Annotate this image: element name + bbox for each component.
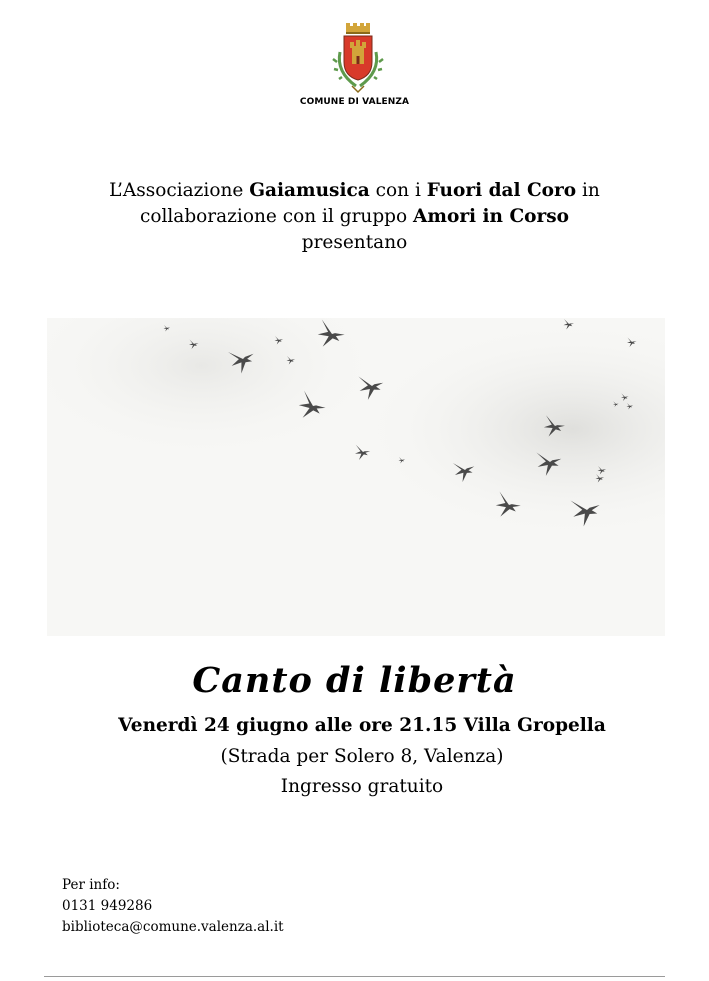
group-name: Amori in Corso — [413, 206, 570, 227]
association-name: Gaiamusica — [249, 180, 370, 201]
intro-text: con i — [369, 180, 427, 201]
event-datetime-place: Venerdì 24 giugno alle ore 21.15 Villa Gropella — [118, 715, 606, 736]
birds-illustration — [47, 318, 665, 636]
intro-text: presentano — [301, 232, 408, 253]
intro-text: L’Associazione — [109, 180, 250, 201]
event-entry: Ingresso gratuito — [280, 776, 444, 797]
municipality-name: COMUNE DI VALENZA — [299, 97, 410, 107]
contact-email: biblioteca@comune.valenza.al.it — [62, 919, 284, 935]
intro-paragraph — [40, 178, 669, 256]
contact-info — [62, 875, 284, 938]
contact-label: Per info: — [62, 877, 120, 893]
event-address: (Strada per Solero 8, Valenza) — [220, 746, 504, 767]
event-title: Canto di libertà — [192, 660, 517, 701]
footer-divider — [44, 976, 665, 977]
intro-text: in collaborazione con il gruppo — [139, 180, 600, 227]
coat-of-arms-logo — [330, 22, 386, 94]
choir-name: Fuori dal Coro — [426, 180, 577, 201]
contact-phone: 0131 949286 — [62, 898, 153, 914]
